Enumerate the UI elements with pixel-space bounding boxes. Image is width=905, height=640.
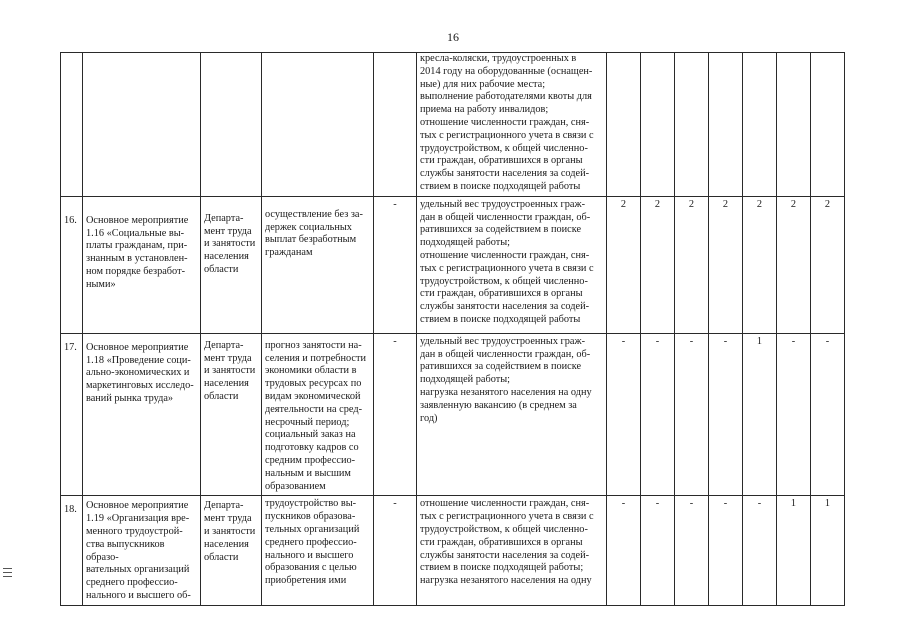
- value-cell: -: [641, 496, 675, 605]
- value-cell: -: [743, 496, 777, 605]
- scan-margin-mark: [3, 576, 12, 577]
- event-cell: Основное мероприятие 1.19 «Организация вре- менного трудоустрой- ства выпускников образо- вательных организаций среднего профессио- нального и высшего об-: [83, 496, 201, 605]
- row-number: 18.: [61, 496, 83, 605]
- value-cell: -: [607, 496, 641, 605]
- value-cell: -: [811, 333, 845, 496]
- row-number: 17.: [61, 333, 83, 496]
- value-cell: [675, 53, 709, 197]
- executor-cell: [201, 53, 262, 197]
- mark-cell: [374, 53, 417, 197]
- value-cell: -: [675, 333, 709, 496]
- result-cell: прогноз занятости на- селения и потребности экономики области в трудовых ресурсах по видам экономической деятельности на сред- несрочный период; социальный заказ на подготовку кадров со средним профессио- нальным и высшим образованием: [262, 333, 374, 496]
- result-cell: осуществление без за- держек социальных выплат безработным гражданам: [262, 196, 374, 333]
- value-cell: 2: [709, 196, 743, 333]
- row-number: [61, 53, 83, 197]
- indicators-cell: удельный вес трудоустроенных граж- дан в общей численности граждан, об- ратившихся за содействием в поиске подходящей работы; нагрузка незанятого населения на одну заявленную вакансию (в среднем за год): [417, 333, 607, 496]
- result-cell: [262, 53, 374, 197]
- result-cell: трудоустройство вы- пускников образова- тельных организаций среднего профессио- нального и высшего образования с целью приобретения ими: [262, 496, 374, 605]
- table-row: [61, 53, 845, 197]
- table-row: [61, 196, 845, 333]
- executor-cell: Департа- мент труда и занятости населения области: [201, 333, 262, 496]
- value-cell: 2: [641, 196, 675, 333]
- value-cell: 1: [743, 333, 777, 496]
- value-cell: [743, 53, 777, 197]
- event-cell: Основное мероприятие 1.18 «Проведение соци- ально-экономических и маркетинговых исследо- ваний рынка труда»: [83, 333, 201, 496]
- executor-cell: Департа- мент труда и занятости населения области: [201, 496, 262, 605]
- value-cell: -: [709, 333, 743, 496]
- indicators-cell: отношение численности граждан, сня- тых с регистрационного учета в связи с трудоустройством, к общей численно- сти граждан, обратившихся в органы службы занятости населения за содей- ствием в поиске подходящей работы; нагрузка незанятого населения на одну: [417, 496, 607, 605]
- value-cell: [641, 53, 675, 197]
- value-cell: 2: [607, 196, 641, 333]
- scan-margin-mark: [3, 568, 12, 569]
- value-cell: -: [709, 496, 743, 605]
- measures-table: [60, 52, 845, 606]
- value-cell: [811, 53, 845, 197]
- value-cell: [607, 53, 641, 197]
- value-cell: 2: [675, 196, 709, 333]
- event-cell: [83, 53, 201, 197]
- value-cell: -: [641, 333, 675, 496]
- value-cell: -: [607, 333, 641, 496]
- event-cell: Основное мероприятие 1.16 «Социальные вы- платы гражданам, при- знанным в установлен- ном порядке безработ- ными»: [83, 196, 201, 333]
- value-cell: 1: [811, 496, 845, 605]
- table-row: [61, 496, 845, 605]
- value-cell: [777, 53, 811, 197]
- executor-cell: Департа- мент труда и занятости населения области: [201, 196, 262, 333]
- value-cell: 2: [743, 196, 777, 333]
- value-cell: -: [777, 333, 811, 496]
- value-cell: [709, 53, 743, 197]
- row-number: 16.: [61, 196, 83, 333]
- mark-cell: -: [374, 333, 417, 496]
- table-row: [61, 333, 845, 496]
- mark-cell: -: [374, 196, 417, 333]
- page-number: 16: [447, 30, 459, 44]
- value-cell: 2: [777, 196, 811, 333]
- value-cell: 2: [811, 196, 845, 333]
- value-cell: -: [675, 496, 709, 605]
- value-cell: 1: [777, 496, 811, 605]
- indicators-cell: удельный вес трудоустроенных граж- дан в общей численности граждан, об- ратившихся за содействием в поиске подходящей работы; отношение численности граждан, сня- тых с регистрационного учета в связи с трудоустройством, к общей численно- сти граждан, обратившихся в органы службы занятости населения за содей- ствием в поиске подходящей работы: [417, 196, 607, 333]
- scan-margin-mark: [3, 572, 12, 573]
- mark-cell: -: [374, 496, 417, 605]
- indicators-cell: кресла-коляски, трудоустроенных в 2014 году на оборудованные (оснащен- ные) для них рабочие места; выполнение работодателями квоты для приема на работу инвалидов; отношение численности граждан, сня- тых с регистрационного учета в связи с трудоустройством, к общей численно- сти граждан, обратившихся в органы службы занятости населения за содей- ствием в поиске подходящей работы: [417, 53, 607, 197]
